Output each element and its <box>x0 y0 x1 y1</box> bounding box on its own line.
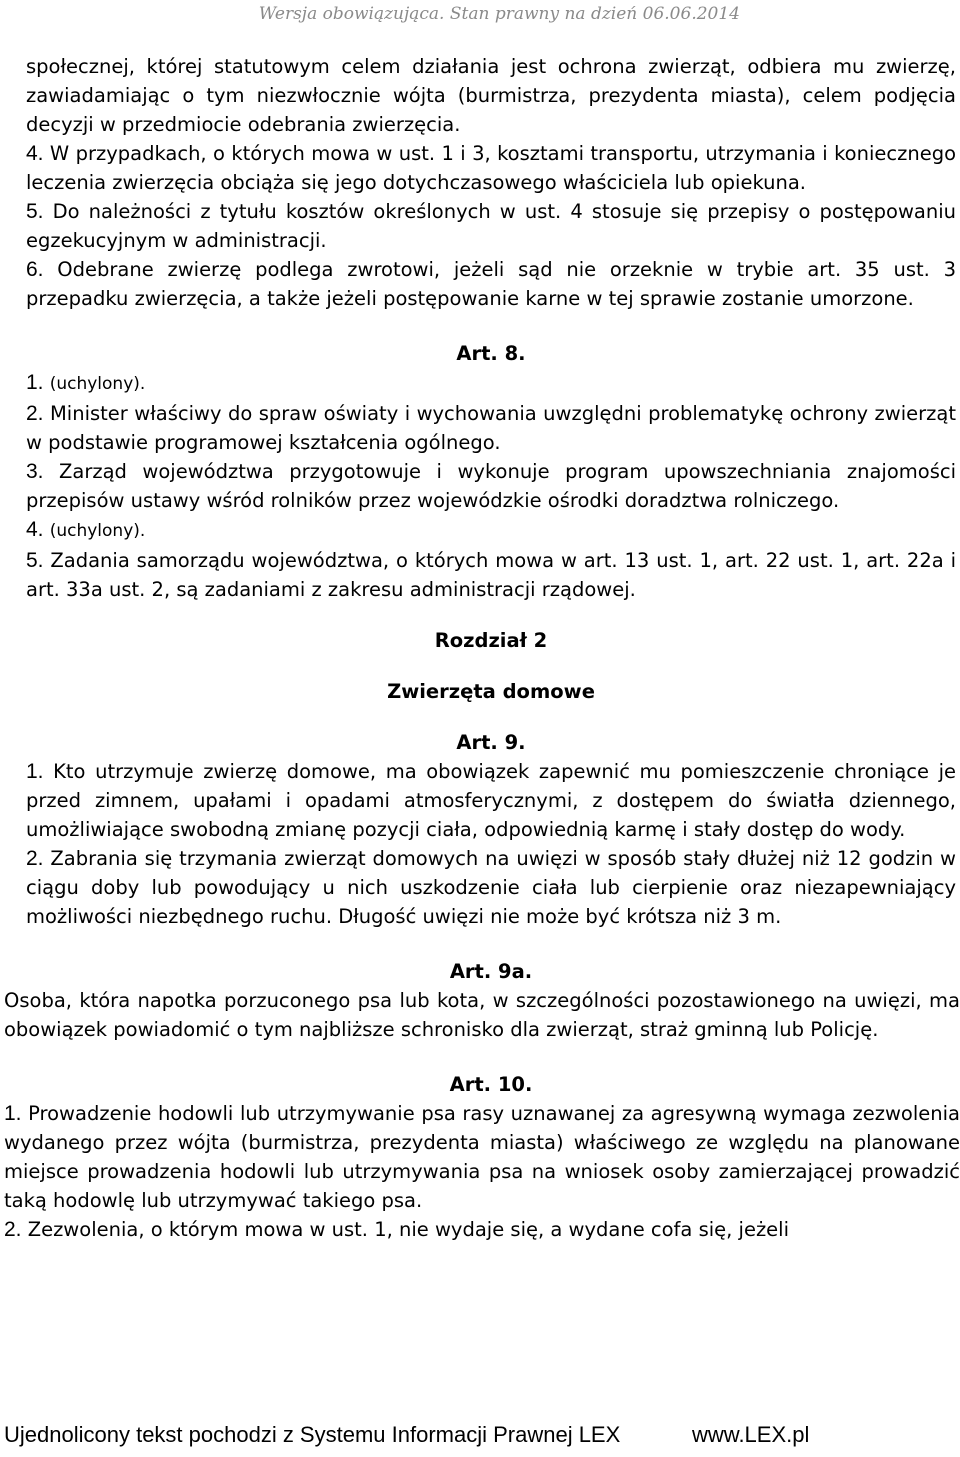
paragraph: 6. Odebrane zwierzę podlega zwrotowi, jeżeli sąd nie orzeknie w trybie art. 35 ust. 3 przepadku zwierzęcia, a także jeżeli postępowanie karne w tej sprawie zostanie umorzone. <box>26 258 957 310</box>
chapter-title: Zwierzęta domowe <box>387 680 595 703</box>
item-number: 3. <box>26 460 44 483</box>
item-number: 1. <box>4 1102 22 1125</box>
paragraph: 2. Zezwolenia, o którym mowa w ust. 1, nie wydaje się, a wydane cofa się, jeżeli <box>4 1218 790 1241</box>
article-heading: Art. 8. <box>456 342 526 365</box>
chapter-number: Rozdział 2 <box>434 629 548 652</box>
article-heading: Art. 9a. <box>449 960 533 983</box>
paragraph: społecznej, której statutowym celem działania jest ochrona zwierząt, odbiera mu zwierzę, zawiadamiając o tym niezwłocznie wójta (burmistrza, prezydenta miasta), celem podjęcia decyzji w przedmiocie odebrania zwierzęcia. <box>26 55 956 136</box>
version-header: Wersja obowiązująca. Stan prawny na dzień 06.06.2014 <box>258 4 740 24</box>
item-number: 2. <box>4 1218 22 1241</box>
item-number: 2. <box>26 847 44 870</box>
item-number: 1. <box>26 760 44 783</box>
item-number: 6. <box>26 258 44 281</box>
paragraph: 1. (uchylony). <box>26 371 146 394</box>
paragraph: 4. W przypadkach, o których mowa w ust. 1 i 3, kosztami transportu, utrzymania i koniecznego leczenia zwierzęcia obciąża się jego dotychczasowego właściciela lub opiekuna. <box>26 142 957 194</box>
item-number: 4. <box>26 518 44 541</box>
paragraph: 2. Zabrania się trzymania zwierząt domowych na uwięzi w sposób stały dłużej niż 12 godzin w ciągu doby lub powodujący u nich uszkodzenie ciała lub cierpienie oraz niezapewniający możliwości niezbędnego ruchu. Długość uwięzi nie może być krótsza niż 3 m. <box>26 847 956 928</box>
footer-source: Ujednolicony tekst pochodzi z Systemu Informacji Prawnej LEX <box>4 1422 621 1447</box>
article-heading: Art. 9. <box>456 731 526 754</box>
paragraph: 5. Do należności z tytułu kosztów określonych w ust. 4 stosuje się przepisy o postępowaniu egzekucyjnym w administracji. <box>26 200 956 252</box>
paragraph: 1. Kto utrzymuje zwierzę domowe, ma obowiązek zapewnić mu pomieszczenie chroniące je przed zimnem, upałami i opadami atmosferycznymi, z dostępem do światła dziennego, umożliwiające swobodną zmianę pozycji ciała, odpowiednią karmę i stały dostęp do wody. <box>26 760 956 841</box>
paragraph: 4. (uchylony). <box>26 518 146 541</box>
item-number: 5. <box>26 200 44 223</box>
item-number: 4. <box>26 142 44 165</box>
paragraph: 2. Minister właściwy do spraw oświaty i wychowania uwzględni problematykę ochrony zwierząt w podstawie programowej kształcenia ogólnego. <box>26 402 957 454</box>
item-number: 1. <box>26 371 44 394</box>
article-heading: Art. 10. <box>449 1073 533 1096</box>
paragraph: 1. Prowadzenie hodowli lub utrzymywanie psa rasy uznawanej za agresywną wymaga zezwolenia wydanego przez wójta (burmistrza, prezydenta miasta) właściwego ze względu na planowane miejsce prowadzenia hodowli lub utrzymywania psa na wniosek osoby zamierzającej prowadzić taką hodowlę lub utrzymywać takiego psa. <box>4 1102 960 1212</box>
paragraph: 3. Zarząd województwa przygotowuje i wykonuje program upowszechniania znajomości przepisów ustawy wśród rolników przez wojewódzkie ośrodki doradztwa rolniczego. <box>26 460 956 512</box>
paragraph: 5. Zadania samorządu województwa, o których mowa w art. 13 ust. 1, art. 22 ust. 1, art. 22a i art. 33a ust. 2, są zadaniami z zakresu administracji rządowej. <box>26 549 956 601</box>
item-number: 2. <box>26 402 44 425</box>
document-body <box>4 52 960 1244</box>
footer-link[interactable]: www.LEX.pl <box>692 1422 810 1447</box>
item-number: 5. <box>26 549 44 572</box>
paragraph: Osoba, która napotka porzuconego psa lub kota, w szczególności pozostawionego na uwięzi, ma obowiązek powiadomić o tym najbliższe schronisko dla zwierząt, straż gminną lub Policję. <box>4 989 960 1041</box>
